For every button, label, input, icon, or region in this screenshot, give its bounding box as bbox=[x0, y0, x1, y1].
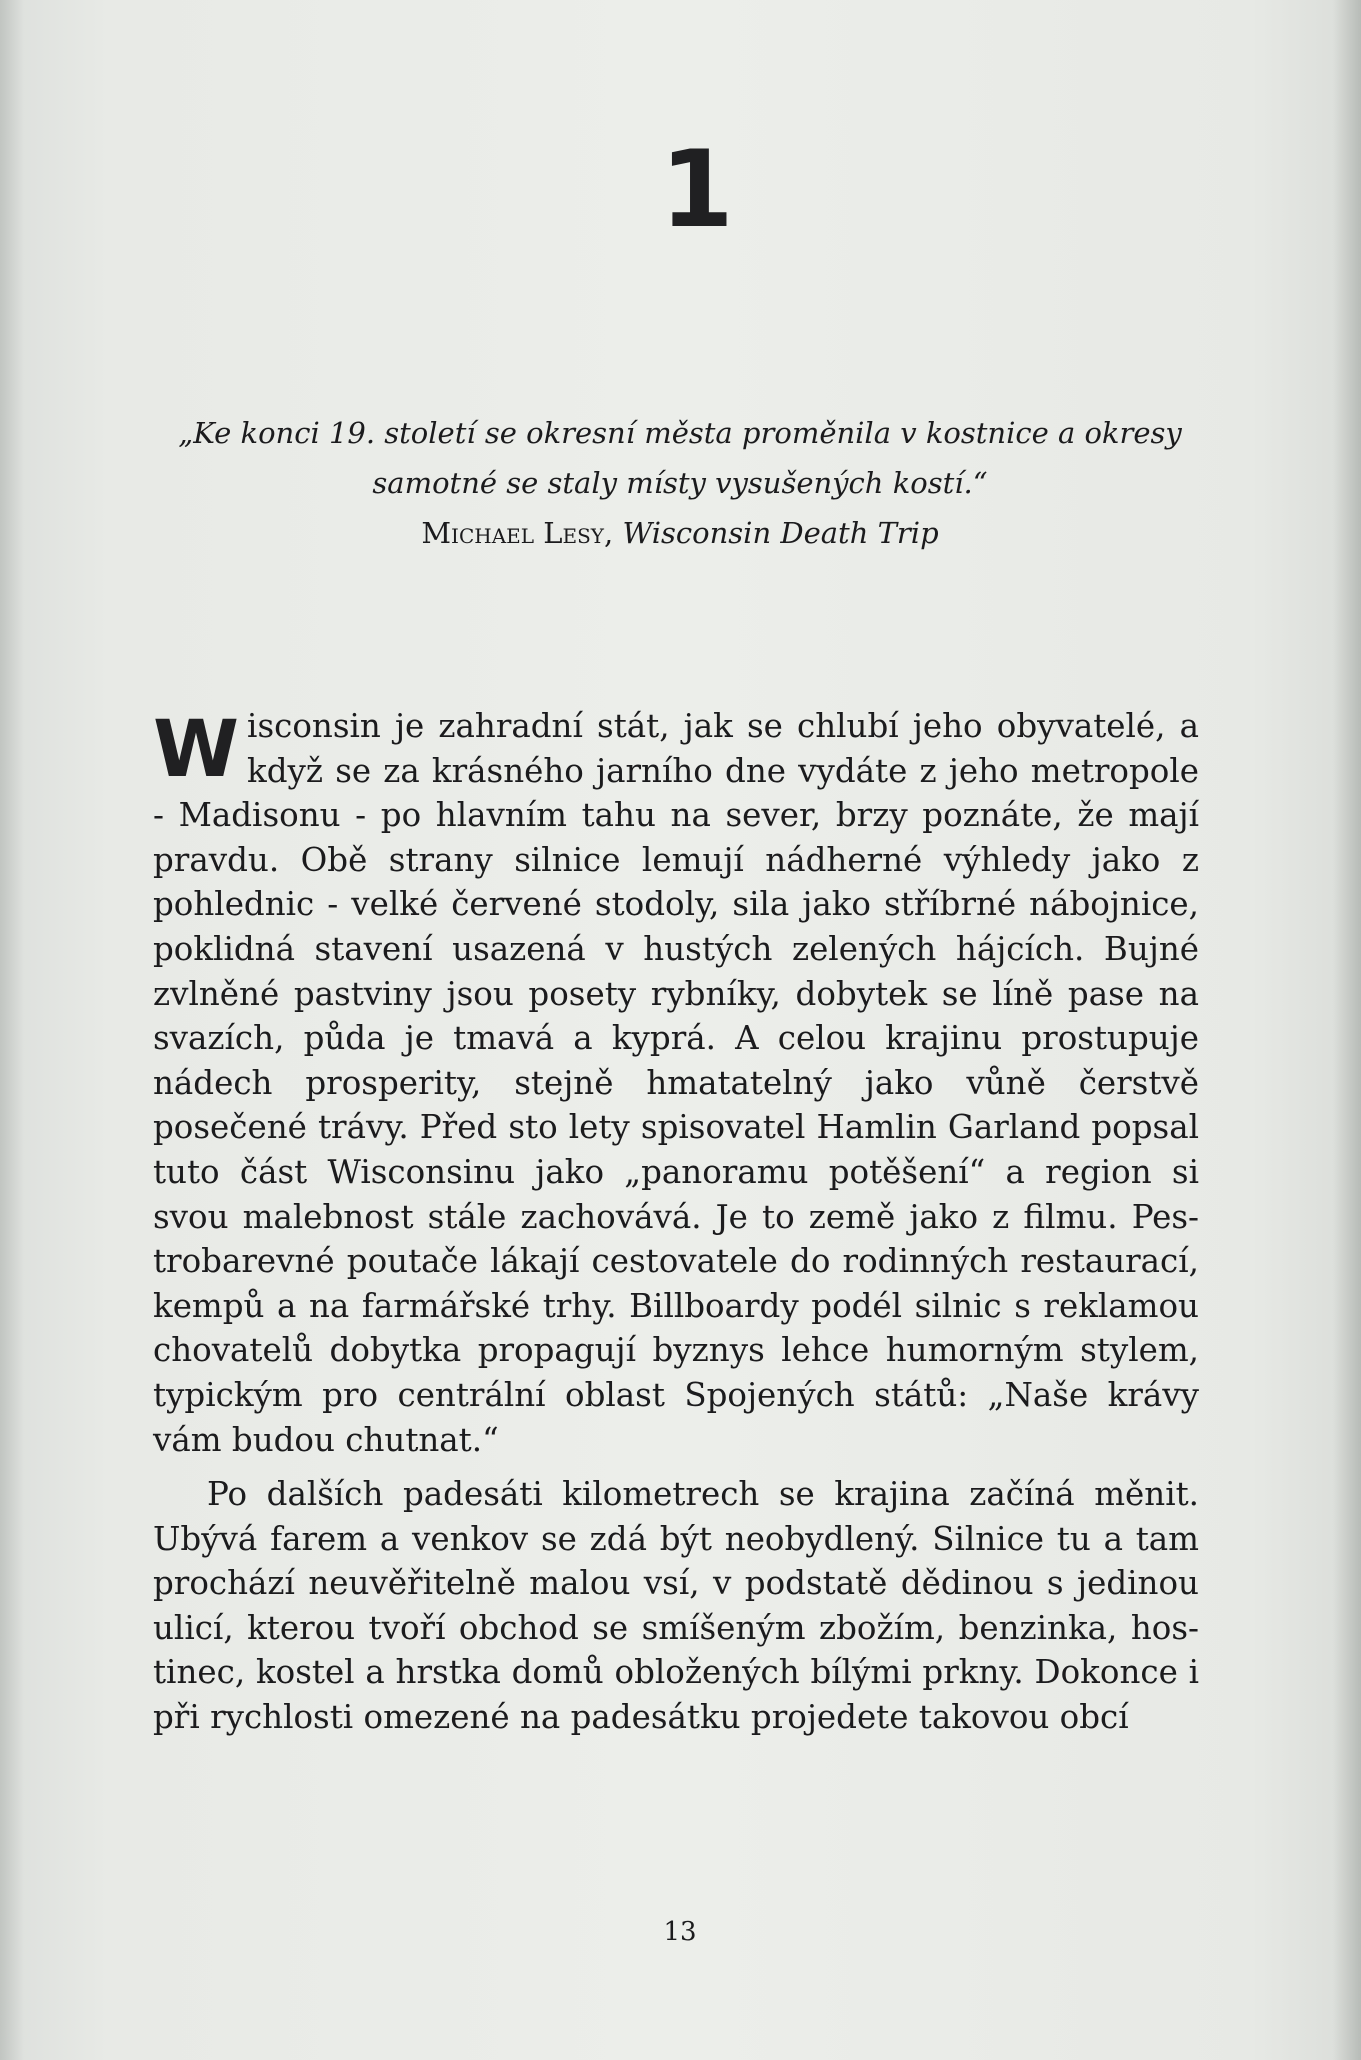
page-number: 13 bbox=[663, 1917, 697, 1947]
drop-cap: W bbox=[153, 705, 240, 795]
page-edge-shadow-right bbox=[1333, 0, 1361, 2060]
chapter-body bbox=[153, 704, 1199, 1740]
paragraph-1-text: isconsin je zahradní stát, jak se chlubí jeho obyvatelé, a když se za krásného jarního dne vydáte z jeho metropole - Madisonu - po hlavním tahu na sever, brzy poznáte, že mají pravdu. Obě strany silnice lemují nádherné výhledy jako z pohlednic - velké červené stodoly, sila jako stříbrné nábojnice, poklidná stavení usazená v hustých zelených hájcích. Bujné zvlněné pastviny jsou posety rybníky, dobytek se líně pase na svazích, půda je tmavá a kyprá. A celou krajinu prostupuje nádech prosperity, stejně hmatatelný jako vůně čerstvě posečené trávy. Před sto lety spisovatel Hamlin Garland popsal tuto část Wisconsinu jako „panoramu potěšení“ a region si svou malebnost stále zachovává. Je to země jako z filmu. Pestrobarevné poutače lákají cestovatele do rodinných restaurací, kempů a na farmářské trhy. Billboardy podél silnic s reklamou chovatelů dobytka propagují byznys lehce humorným stylem, typickým pro centrální oblast Spojených států: „Naše krávy vám budou chutnat.“ bbox=[153, 707, 1199, 1459]
body-paragraph-2: Po dalších padesáti kilometrech se krajina začíná měnit. Ubývá farem a venkov se zdá být neobydlený. Silnice tu a tam prochází neuvěřitelně malou vsí, v podstatě dědinou s jedinou ulicí, kterou tvoří obchod se smíšeným zbožím, benzinka, hostinec, kostel a hrstka domů obložených bílými prkny. Dokonce i při rychlosti omezené na padesátku projedete takovou obcí bbox=[153, 1475, 1199, 1737]
epigraph-author: Michael Lesy bbox=[421, 516, 605, 550]
page-edge-shadow-left bbox=[0, 0, 24, 2060]
epigraph-separator: , bbox=[604, 516, 623, 550]
epigraph-work-title: Wisconsin Death Trip bbox=[622, 516, 939, 550]
body-paragraph-1 bbox=[153, 704, 1199, 1462]
epigraph-quote-line-2: samotné se staly místy vysušených kostí.“ bbox=[372, 466, 988, 500]
chapter-number: 1 bbox=[660, 128, 734, 251]
epigraph-attribution bbox=[140, 508, 1220, 558]
epigraph-quote-line-1: „Ke konci 19. století se okresní města proměnila v kostnice a okresy bbox=[178, 416, 1182, 450]
